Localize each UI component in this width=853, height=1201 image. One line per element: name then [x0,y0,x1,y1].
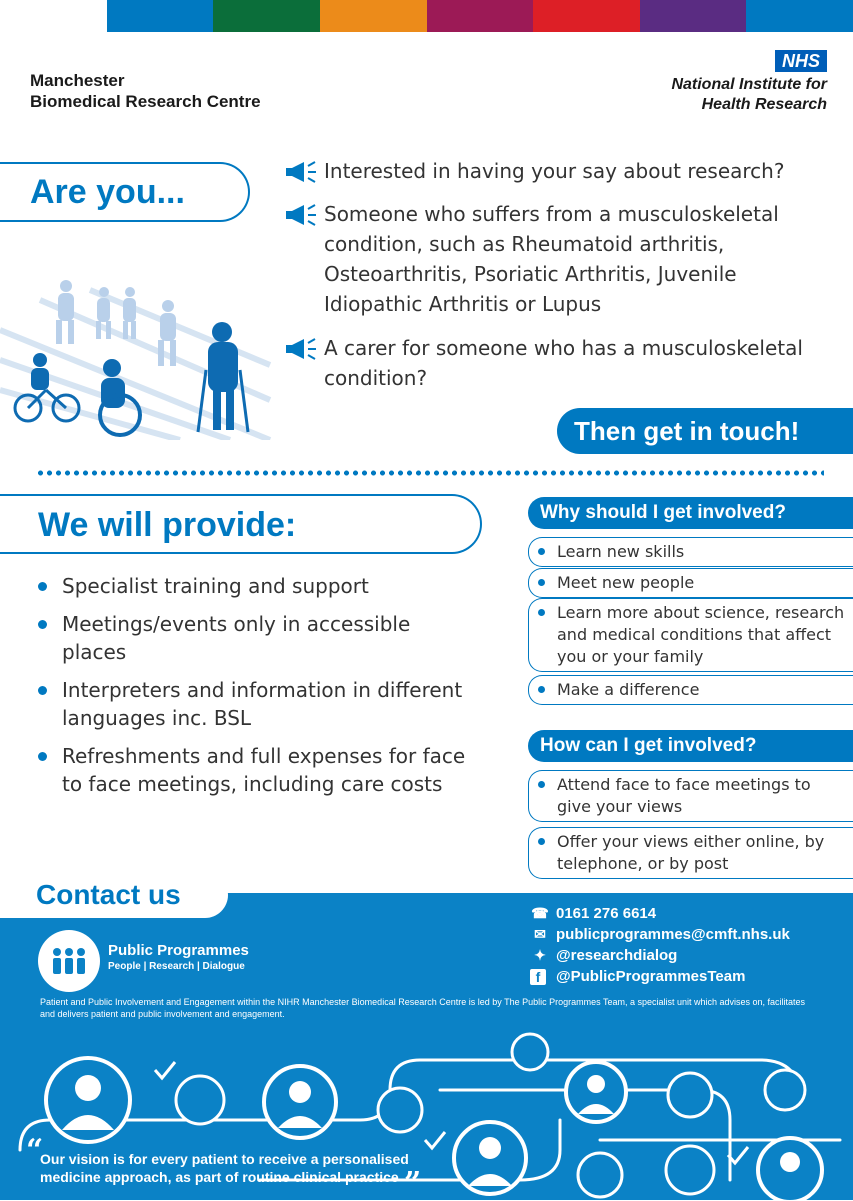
why-item: Meet new people [528,568,853,598]
open-quote-icon: “ [26,1133,44,1168]
org-line-1: Manchester [30,71,125,90]
why-item: Learn more about science, research and medical conditions that affect you or your family [528,598,853,672]
nihr-line-1: National Institute for [671,76,827,93]
phone-number[interactable]: 0161 276 6614 [556,905,657,922]
question-item [284,199,824,319]
why-item: Learn new skills [528,537,853,567]
people-icon [38,930,100,992]
programme-tagline: People | Research | Dialogue [108,961,245,972]
ppie-description: Patient and Public Involvement and Engagement within the NIHR Manchester Biomedical Research Centre is led by The Public Programmes Team, a specialist unit which advises on, facilitates and delivers patient and public involvement and engagement. [40,997,806,1019]
why-item: Make a difference [528,675,853,705]
why-heading: Why should I get involved? [528,497,853,529]
we-will-provide-heading: We will provide: [0,494,482,554]
phone-icon: ☎ [531,905,549,921]
how-item: Attend face to face meetings to give your views [528,770,853,822]
contact-details [530,903,790,987]
nihr-line-2: Health Research [701,96,827,113]
phone-row [530,903,790,924]
provide-item: Meetings/events only in accessible places [36,610,466,666]
are-you-heading: Are you... [0,162,250,222]
vision-quote: Our vision is for every patient to receive a personalised medicine approach, as part of routine clinical practice [40,1151,409,1185]
provide-item: Refreshments and full expenses for face to face meetings, including care costs [36,742,466,798]
how-item: Offer your views either online, by telephone, or by post [528,827,853,879]
org-line-2: Biomedical Research Centre [30,92,261,111]
people-illustration [0,270,275,440]
facebook-row [530,966,790,987]
provide-list [36,572,466,808]
question-text: A carer for someone who has a musculoskeletal condition? [324,336,803,390]
how-heading: How can I get involved? [528,730,853,762]
provide-item: Interpreters and information in different languages inc. BSL [36,676,466,732]
email-row [530,924,790,945]
megaphone-icon [284,160,318,184]
facebook-handle[interactable]: @PublicProgrammesTeam [556,968,746,985]
twitter-handle[interactable]: @researchdialog [556,947,678,964]
dotted-divider [36,470,824,476]
close-quote-icon: ” [404,1166,422,1201]
megaphone-icon [284,203,318,227]
color-stripe [0,0,853,32]
programme-name: Public Programmes [108,942,249,959]
question-text: Someone who suffers from a musculoskeletal condition, such as Rheumatoid arthritis, Osteoarthritis, Psoriatic Arthritis, Juvenile Idiopathic Arthritis or Lupus [324,202,779,316]
twitter-icon: ✦ [534,947,546,963]
email-link[interactable]: publicprogrammes@cmft.nhs.uk [556,926,790,943]
twitter-row [530,945,790,966]
nihr-name [671,75,827,115]
question-text: Interested in having your say about research? [324,159,785,183]
megaphone-icon [284,337,318,361]
contact-us-heading: Contact us [0,872,228,918]
org-name [30,70,261,112]
question-item [284,156,824,186]
nhs-logo: NHS [775,50,827,72]
facebook-icon: f [530,969,546,985]
provide-item: Specialist training and support [36,572,466,600]
get-in-touch-banner: Then get in touch! [557,408,853,454]
question-item [284,333,824,393]
email-icon: ✉ [534,926,546,942]
